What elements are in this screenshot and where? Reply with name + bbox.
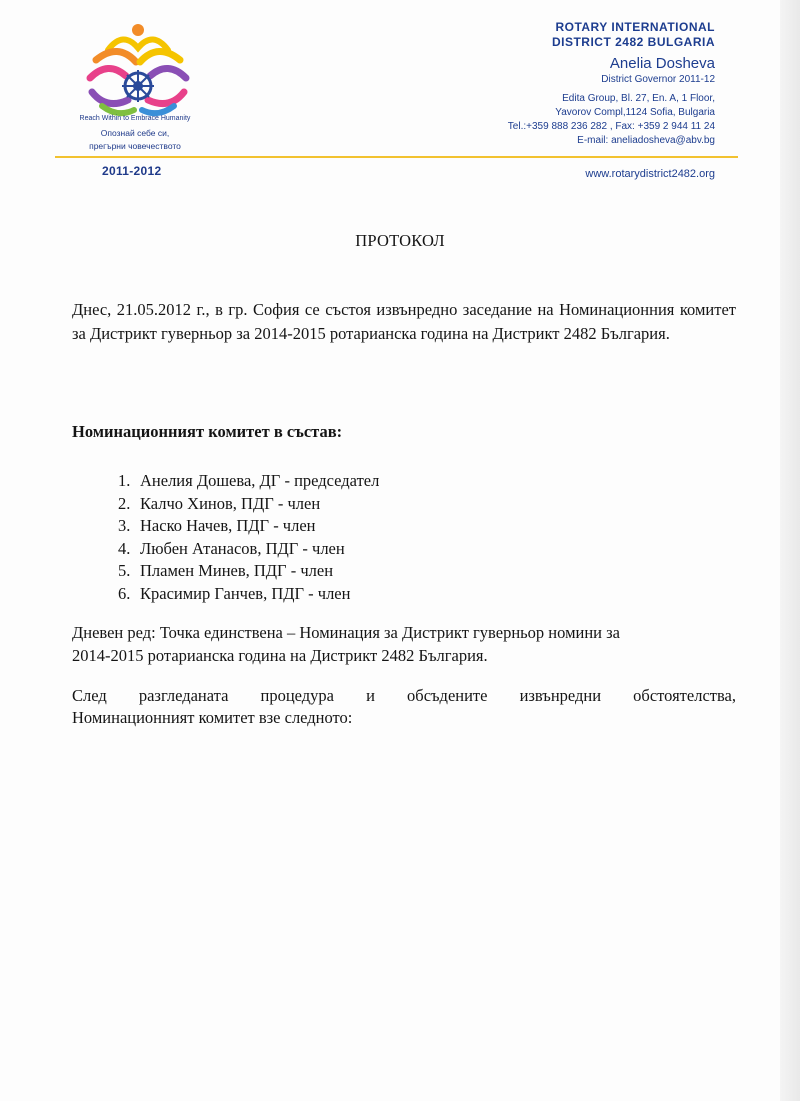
- governor-title: District Governor 2011-12: [601, 74, 715, 85]
- list-item-text: Калчо Хинов, ПДГ - член: [140, 493, 321, 513]
- list-item-number: 6.: [118, 583, 131, 603]
- document-title: ПРОТОКОЛ: [355, 231, 445, 250]
- email-address: E-mail: aneliadosheva@abv.bg: [577, 135, 715, 146]
- list-item: [118, 583, 379, 606]
- list-item-text: Пламен Минев, ПДГ - член: [140, 561, 334, 580]
- list-item-text: Красимир Ганчев, ПДГ - член: [140, 583, 351, 603]
- list-item-text: Анелия Дошева, ДГ - председател: [140, 471, 380, 490]
- agenda-line2: 2014-2015 ротарианска година на Дистрикт 2482 България.: [72, 646, 488, 665]
- intro-paragraph: Днес, 21.05.2012 г., в гр. София се състоя извънредно заседание на Номинационния комитет за Дистрикт гуверньор за 2014-2015 ротарианска година на Дистрикт 2482 България.: [72, 300, 736, 343]
- motto-bulgarian-line1: Опознай себе си,: [100, 128, 170, 138]
- committee-heading: Номинационният комитет в състав:: [72, 422, 343, 441]
- closing-line2: Номинационният комитет взе следното:: [72, 708, 353, 727]
- list-item: [118, 470, 379, 493]
- letterhead-divider: [55, 156, 738, 158]
- scan-edge: [780, 0, 800, 1101]
- address-line1: Edita Group, Bl. 27, En. A, 1 Floor,: [562, 93, 715, 104]
- motto-bulgarian-line2: прегърни човечеството: [89, 141, 181, 151]
- list-item: [118, 515, 379, 538]
- list-item-text: Наско Начев, ПДГ - член: [140, 516, 316, 535]
- rotary-year: 2011-2012: [102, 164, 162, 178]
- list-item-text: Любен Атанасов, ПДГ - член: [140, 538, 345, 558]
- website-url: www.rotarydistrict2482.org: [585, 168, 715, 180]
- closing-paragraph: [72, 685, 736, 729]
- org-name-line2: DISTRICT 2482 BULGARIA: [551, 35, 715, 49]
- org-name-line1: ROTARY INTERNATIONAL: [555, 20, 715, 34]
- closing-line1: След разгледаната процедура и обсъдените извънредни обстоятелства,: [72, 686, 736, 705]
- agenda-line1: Дневен ред: Точка единствена – Номинация за Дистрикт гуверньор номини за: [72, 623, 620, 642]
- agenda-paragraph: [72, 621, 736, 667]
- list-item-number: 3.: [118, 516, 131, 535]
- phone-fax: Tel.:+359 888 236 282 , Fax: +359 2 944 11 24: [507, 121, 715, 132]
- rotary-theme-logo: [78, 20, 198, 120]
- list-item-number: 5.: [118, 561, 131, 580]
- list-item-number: 2.: [118, 493, 131, 513]
- motto-english: Reach Within to Embrace Humanity: [79, 115, 191, 122]
- list-item: [118, 560, 379, 583]
- list-item: [118, 538, 379, 561]
- motto-bulgarian: [60, 127, 210, 153]
- governor-name: Anelia Dosheva: [609, 55, 715, 72]
- committee-members-list: [118, 470, 379, 605]
- list-item-number: 4.: [118, 538, 131, 558]
- address-line2: Yavorov Compl,1124 Sofia, Bulgaria: [555, 107, 715, 118]
- list-item: [118, 493, 379, 516]
- list-item-number: 1.: [118, 471, 131, 490]
- letterhead-contact-block: [415, 20, 715, 148]
